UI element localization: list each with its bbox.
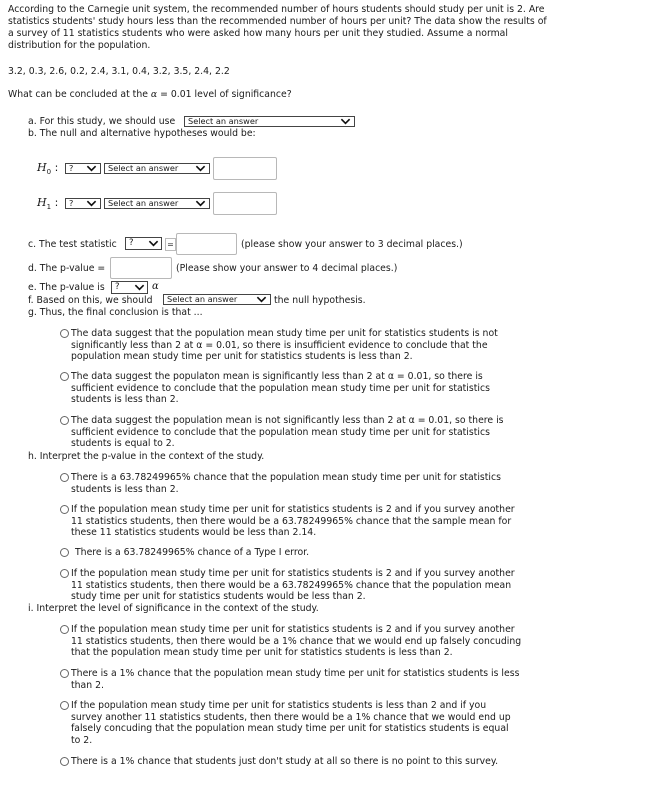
h1-operator-select[interactable]: ?: [65, 198, 101, 209]
test-statistic-type-select[interactable]: ?: [125, 237, 162, 250]
conclusion-option-3-radio[interactable]: [60, 416, 69, 425]
h1-label: $H_1$ :: [37, 196, 59, 212]
conclusion-option-2-radio[interactable]: [60, 372, 69, 381]
h1-value-input[interactable]: [213, 192, 277, 215]
significance-interp-option-3[interactable]: If the population mean study time per unit for statistics students is less than 2 and if you survey another 11 statistics students, then there would be a 1% chance that we would end up falsely concuding that the population mean study time per unit for statistics students is equal to 2.: [71, 700, 511, 746]
conclusion-option-1-radio[interactable]: [60, 329, 69, 338]
part-g-label: g. Thus, the final conclusion is that ...: [28, 307, 203, 318]
chevron-down-icon: [134, 283, 145, 292]
pvalue-interp-option-1-radio[interactable]: [60, 473, 69, 482]
h1-parameter-select[interactable]: Select an answer: [104, 198, 210, 209]
p-value-comparison-select[interactable]: ?: [111, 281, 148, 294]
alpha-symbol: α: [152, 281, 159, 292]
part-c-hint: (please show your answer to 3 decimal places.): [241, 239, 463, 250]
test-statistic-input[interactable]: [176, 233, 237, 255]
h0-parameter-select[interactable]: Select an answer: [104, 163, 210, 174]
chevron-down-icon: [148, 239, 159, 248]
pvalue-interp-option-4[interactable]: If the population mean study time per unit for statistics students is 2 and if you survey another 11 statistics students, then there would be a 63.78249965% chance that the population mean study time per unit for statistics students would be less than 2.: [71, 568, 515, 602]
part-h-label: h. Interpret the p-value in the context of the study.: [28, 451, 265, 462]
h0-label: $H_0$ :: [37, 161, 59, 177]
pvalue-interp-option-3[interactable]: There is a 63.78249965% chance of a Type I error.: [75, 547, 310, 558]
pvalue-interp-option-1[interactable]: There is a 63.78249965% chance that the population mean study time per unit for statistics students is less than 2.: [71, 472, 501, 495]
part-c-label: c. The test statistic: [28, 239, 117, 250]
pvalue-interp-option-3-radio[interactable]: [60, 548, 69, 557]
part-e-label: e. The p-value is: [28, 282, 105, 293]
chevron-down-icon: [195, 199, 206, 208]
chevron-down-icon: [86, 164, 97, 173]
h0-operator-select[interactable]: ?: [65, 163, 101, 174]
part-f-label: f. Based on this, we should: [28, 295, 153, 306]
significance-interp-option-4-radio[interactable]: [60, 757, 69, 766]
conclusion-option-1[interactable]: The data suggest that the population mean study time per unit for statistics students is not significantly less than 2 at α = 0.01, so there is insufficient evidence to conclude that the population mean study time per unit for statistics students is less than 2.: [71, 328, 498, 362]
pvalue-interp-option-4-radio[interactable]: [60, 569, 69, 578]
p-value-input[interactable]: [110, 257, 172, 279]
chevron-down-icon: [195, 164, 206, 173]
question-text: What can be concluded at the α = 0.01 level of significance?: [8, 89, 292, 100]
part-d-label: d. The p-value =: [28, 263, 106, 274]
equals-sign: =: [165, 238, 176, 251]
significance-interp-option-4[interactable]: There is a 1% chance that students just don't study at all so there is no point to this survey.: [71, 756, 499, 767]
conclusion-option-3[interactable]: The data suggest the population mean is not significantly less than 2 at α = 0.01, so there is sufficient evidence to conclude that the population mean study time per unit for statistics students is equal to 2.: [71, 415, 504, 449]
chevron-down-icon: [86, 199, 97, 208]
significance-interp-option-2-radio[interactable]: [60, 669, 69, 678]
conclusion-option-2[interactable]: The data suggest the populaton mean is significantly less than 2 at α = 0.01, so there is sufficient evidence to conclude that the population mean study time per unit for statistics students is less than 2.: [71, 371, 490, 405]
part-d-hint: (Please show your answer to 4 decimal places.): [176, 263, 398, 274]
part-i-label: i. Interpret the level of significance in the context of the study.: [28, 603, 319, 614]
test-type-select[interactable]: Select an answer: [184, 116, 355, 127]
alpha-symbol: α: [150, 89, 158, 100]
chevron-down-icon: [340, 117, 351, 126]
significance-interp-option-1[interactable]: If the population mean study time per unit for statistics students is 2 and if you survey another 11 statistics students, then there would be a 1% chance that we would end up falsely concuding that the population mean study time per unit for statistics students is less than 2.: [71, 624, 522, 658]
significance-interp-option-3-radio[interactable]: [60, 701, 69, 710]
data-values: 3.2, 0.3, 2.6, 0.2, 2.4, 3.1, 0.4, 3.2, 3.5, 2.4, 2.2: [8, 66, 230, 77]
pvalue-interp-option-2-radio[interactable]: [60, 505, 69, 514]
significance-interp-option-1-radio[interactable]: [60, 625, 69, 634]
significance-interp-option-2[interactable]: There is a 1% chance that the population mean study time per unit for statistics students is less than 2.: [71, 668, 520, 691]
chevron-down-icon: [256, 295, 267, 304]
part-a-label: a. For this study, we should use: [28, 116, 176, 127]
h0-value-input[interactable]: [213, 157, 277, 180]
problem-statement: According to the Carnegie unit system, the recommended number of hours students should study per unit is 2. Are statistics students' study hours less than the recommended number of hours per unit? The data show the results of a survey of 11 statistics students who were asked how many hours per unit they studied. Assume a normal distribution for the population.: [8, 4, 547, 51]
pvalue-interp-option-2[interactable]: If the population mean study time per unit for statistics students is 2 and if you survey another 11 statistics students, then there would be a 63.78249965% chance that the sample mean for these 11 statistics students would be less than 2.14.: [71, 504, 515, 538]
decision-select[interactable]: Select an answer: [163, 294, 271, 305]
part-b-label: b. The null and alternative hypotheses would be:: [28, 128, 256, 139]
part-f-suffix: the null hypothesis.: [274, 295, 366, 306]
